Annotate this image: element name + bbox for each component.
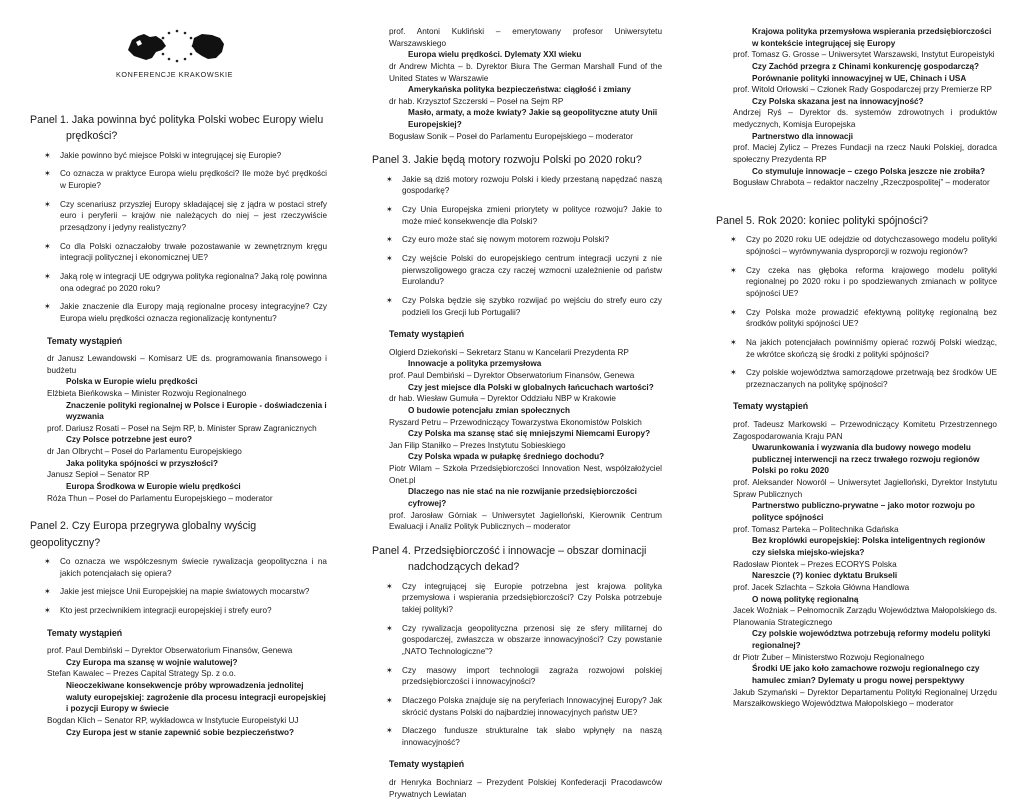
panel5-questions	[716, 234, 997, 390]
talk-title: Jaka polityka spójności w przyszłości?	[66, 458, 218, 468]
talk-title: Środki UE jako koło zamachowe rozwoju regionalnego czy hamulec zmian? Dylematy u progu nowej perspektywy	[752, 664, 980, 685]
speaker: Ryszard Petru – Przewodniczący Towarzystwa Ekonomistów Polskich	[389, 417, 642, 427]
star-bullet-icon: ✶	[44, 606, 51, 616]
talk-title: O nową politykę regionalną	[752, 594, 859, 604]
panel2-title: Panel 2. Czy Europa przegrywa globalny wyścig geopolityczny?	[30, 520, 257, 549]
panel1-title-line2: prędkości?	[66, 130, 118, 143]
star-bullet-icon: ✶	[730, 307, 737, 317]
panel5-title: Panel 5. Rok 2020: koniec polityki spójności?	[716, 214, 928, 227]
panel4-title	[372, 543, 662, 576]
speaker: prof. Maciej Żylicz – Prezes Fundacji na rzecz Nauki Polskiej, doradca społeczny Prezydenta RP	[733, 143, 997, 165]
speaker: Janusz Sepioł – Senator RP	[47, 470, 150, 480]
panel5-topics-heading: Tematy wystąpień	[733, 401, 809, 412]
speaker: Elżbieta Bieńkowska – Minister Rozwoju Regionalnego	[47, 388, 247, 398]
speaker: prof. Paul Dembiński – Dyrektor Obserwatorium Finansów, Genewa	[389, 370, 635, 380]
talk-title: O budowie potencjału zmian społecznych	[408, 405, 570, 415]
star-bullet-icon: ✶	[44, 169, 51, 179]
column-middle	[372, 26, 662, 800]
talk-title: Czy Polska skazana jest na innowacyjność?	[752, 96, 924, 106]
speaker: prof. Tomasz G. Grosse – Uniwersytet Warszawski, Instytut Europeistyki	[733, 50, 995, 60]
question-item: ✶ Co oznacza w praktyce Europa wielu prędkości? Ile może być prędkości w Europie?	[44, 169, 327, 191]
question-item: ✶ Czy integrującej się Europie potrzebna jest krajowa polityka przemysłowa i wspierania przedsiębiorczości? Czy Polska potrzebuje takiej polityki?	[386, 581, 662, 615]
column-right	[716, 26, 997, 710]
panel4-topics-heading: Tematy wystąpień	[389, 759, 465, 770]
talk-title: Czy Zachód przegra z Chinami konkurencję gospodarczą? Porównanie polityki innowacyjnej w UE, Chinach i USA	[752, 61, 980, 83]
talk-title: Co stymuluje innowacje – czego Polska jeszcze nie zrobiła?	[752, 166, 985, 176]
talk-title: Uwarunkowania i wyzwania dla budowy nowego modelu publicznej interwencji na rzecz trwałego rozwoju regionów Polski po roku 2020	[752, 443, 980, 476]
speaker: Bogdan Klich – Senator RP, wykładowca w Instytucie Europeistyki UJ	[47, 716, 299, 726]
question-item: ✶ Czy polskie województwa samorządowe przetrwają bez środków UE przeznaczanych na politykę spójności?	[730, 368, 997, 389]
panel3-topics-heading: Tematy wystąpień	[389, 329, 465, 340]
question-item: ✶ Czy Unia Europejska zmieni priorytety w polityce rozwoju? Jakie to może mieć konsekwencje dla Polski?	[386, 205, 662, 226]
question-item: ✶ Kto jest przeciwnikiem integracji europejskiej i strefy euro?	[44, 606, 272, 616]
speaker: Piotr Wilam – Szkoła Przedsiębiorczości Innovation Nest, współzałożyciel Onet.pl	[389, 464, 662, 485]
speaker: prof. Witold Orłowski – Członek Rady Gospodarczej przy Premierze RP	[733, 85, 992, 95]
star-bullet-icon: ✶	[386, 235, 393, 245]
talk-title: Innowacje a polityka przemysłowa	[408, 359, 542, 369]
star-bullet-icon: ✶	[386, 726, 393, 736]
star-bullet-icon: ✶	[730, 235, 737, 245]
speaker: Radosław Piontek – Prezes ECORYS Polska	[733, 559, 897, 569]
talk-title: Krajowa polityka przemysłowa wspierania przedsiębiorczości w kontekście integrującej się Europy	[752, 27, 992, 48]
question-item: ✶ Czy wejście Polski do europejskiego centrum integracji uczyni z nie pierwszoligowego gracza czy raczej wzmocni uzależnienie od państw Eurolandu?	[386, 254, 662, 287]
speaker: dr Janusz Lewandowski – Komisarz UE ds. programowania finansowego i budżetu	[47, 353, 327, 375]
talk-title: Partnerstwo publiczno-prywatne – jako motor rozwoju po polityce spójności	[752, 501, 975, 523]
star-bullet-icon: ✶	[44, 150, 51, 160]
moderator: Bogusław Chrabota – redaktor naczelny „Rzeczpospolitej” – moderator	[733, 178, 990, 188]
talk-title: Czy Polska ma szansę stać się mniejszymi Niemcami Europy?	[408, 429, 651, 439]
talk-title: Dlaczego nas nie stać na nie rozwijanie przedsiębiorczości cyfrowej?	[408, 487, 637, 509]
talk-title: Czy Polska wpada w pułapkę średniego dochodu?	[408, 452, 605, 462]
speaker: dr Piotr Żuber – Ministerstwo Rozwoju Regionalnego	[733, 652, 925, 662]
talk-title: Partnerstwo dla innowacji	[752, 131, 854, 141]
talk-title: Czy polskie województwa potrzebują reformy modelu polityki regionalnej?	[752, 629, 991, 651]
speaker: prof. Tomasz Parteka – Politechnika Gdańska	[733, 524, 899, 534]
star-bullet-icon: ✶	[386, 695, 393, 705]
speaker: Olgierd Dziekoński – Sekretarz Stanu w Kancelarii Prezydenta RP	[389, 347, 629, 357]
question-item: ✶ Czy po 2020 roku UE odejdzie od dotychczasowego modelu polityki spójności – wyrównywania dysproporcji w rozwoju regionów?	[730, 235, 997, 257]
talk-title: Europa Środkowa w Europie wielu prędkości	[66, 482, 241, 492]
star-bullet-icon: ✶	[44, 557, 51, 567]
star-bullet-icon: ✶	[44, 199, 51, 209]
panel1-title-line1: Panel 1. Jaka powinna być polityka Polski wobec Europy wielu	[30, 114, 324, 126]
panel2-topics-heading: Tematy wystąpień	[47, 627, 123, 638]
speaker: prof. Aleksander Noworól – Uniwersytet Jagielloński, Dyrektor Instytutu Spraw Publicznych	[733, 478, 997, 499]
question-item: ✶ Jakie jest miejsce Unii Europejskiej na mapie światowych mocarstw?	[44, 587, 310, 597]
talk-title: Znaczenie polityki regionalnej w Polsce i Europie - doświadczenia i wyzwania	[66, 400, 327, 422]
speaker: prof. Tadeusz Markowski – Przewodniczący Komitetu Przestrzennego Zagospodarowania Kraju PAN	[733, 419, 997, 441]
speaker: prof. Dariusz Rosati – Poseł na Sejm RP, b. Minister Spraw Zagranicznych	[47, 423, 317, 433]
question-item: ✶ Czy masowy import technologii zagraża rozwojowi polskiej przedsiębiorczości i innowacyjności?	[386, 665, 662, 687]
question-item: ✶ Czy scenariusz przyszłej Europy składającej się z jądra w postaci strefy euro i peryferii – krajów nie należących do niej – jest rzeczywiście przesądzony i jedyny realistyczny?	[44, 199, 327, 233]
speaker: prof. Jacek Szlachta – Szkoła Główna Handlowa	[733, 582, 910, 592]
question-item: ✶ Co dla Polski oznaczałoby trwałe pozostawanie w zewnętrznym kręgu integracji politycznej i ekonomicznej UE?	[44, 241, 327, 263]
question-item: ✶ Co oznacza we współczesnym świecie rywalizacja geopolityczna i na jakich potencjałach się opiera?	[44, 557, 327, 578]
question-item: ✶ Na jakich potencjałach powinniśmy opierać rozwój Polski wiedząc, że wkrótce skończą się środki z polityki spójności?	[730, 337, 997, 359]
speaker: dr Henryka Bochniarz – Prezydent Polskiej Konfederacji Pracodawców Prywatnych Lewiatan	[389, 777, 662, 799]
star-bullet-icon: ✶	[386, 581, 393, 591]
talk-title: Amerykańska polityka bezpieczeństwa: ciągłość i zmiany	[408, 85, 631, 95]
column-left	[30, 28, 327, 738]
star-bullet-icon: ✶	[44, 241, 51, 251]
moderator: prof. Jarosław Górniak – Uniwersytet Jagielloński, Kierownik Centrum Ewaluacji i Analiz Polityk Publicznych – moderator	[389, 510, 662, 532]
question-item: ✶ Jakie powinno być miejsce Polski w integrującej się Europie?	[44, 150, 282, 160]
panel2-questions	[30, 556, 327, 617]
talk-title: Nieoczekiwane konsekwencje próby wprowadzenia jednolitej waluty europejskiej: zagrożenie dla procesu integracji europejskiej i pozycji Europy w świecie	[66, 681, 326, 714]
question-item: ✶ Jaką rolę w integracji UE odgrywa polityka regionalna? Jaką rolę powinna ona odegrać po 2020 roku?	[44, 271, 327, 293]
star-bullet-icon: ✶	[730, 337, 737, 347]
moderator: Róża Thun – Poseł do Parlamentu Europejskiego – moderator	[47, 493, 273, 503]
talk-title: Nareszcie (?) koniec dyktatu Brukseli	[752, 571, 898, 581]
panel3-title: Panel 3. Jakie będą motory rozwoju Polski po 2020 roku?	[372, 154, 642, 167]
talk-title: Czy Europa ma szansę w wojnie walutowej?	[66, 657, 238, 667]
talk-title: Polska w Europie wielu prędkości	[66, 377, 198, 387]
panel1-questions	[30, 150, 327, 325]
talk-title: Czy Polsce potrzebne jest euro?	[66, 435, 193, 445]
star-bullet-icon: ✶	[44, 271, 51, 281]
star-bullet-icon: ✶	[730, 368, 737, 378]
question-item: ✶ Czy Polska będzie się szybko rozwijać po wejściu do strefy euro czy podzieli los Grecji lub Portugalii?	[386, 295, 662, 317]
question-item: ✶ Czy euro może stać się nowym motorem rozwoju Polski?	[386, 235, 610, 245]
speaker: dr hab. Krzysztof Szczerski – Poseł na Sejm RP	[389, 96, 564, 106]
speaker: Andrzej Ryś – Dyrektor ds. systemów zdrowotnych i produktów medycznych, Komisja Europejska	[733, 108, 997, 130]
speaker: Stefan Kawalec – Prezes Capital Strategy Sp. z o.o.	[47, 669, 236, 679]
speaker: Jacek Woźniak – Pełnomocnik Zarządu Województwa Małopolskiego ds. Planowania Strategicznego	[733, 606, 997, 627]
question-item: ✶ Jakie są dziś motory rozwoju Polski i kiedy przestaną napędzać naszą gospodarkę?	[386, 174, 662, 196]
question-item: ✶ Dlaczego fundusze strukturalne tak słabo wpłynęły na naszą innowacyjność?	[386, 726, 662, 747]
star-bullet-icon: ✶	[44, 302, 51, 312]
star-bullet-icon: ✶	[386, 665, 393, 675]
panel4-title-line1: Panel 4. Przedsiębiorczość i innowacje – obszar dominacji	[372, 544, 647, 557]
panel3-questions	[372, 174, 662, 318]
panel1-topics-heading: Tematy wystąpień	[47, 335, 123, 346]
moderator: Jakub Szymański – Dyrektor Departamentu Polityki Regionalnej Urzędu Marszałkowskiego Województwa Małopolskiego – moderator	[733, 687, 997, 709]
panel4-title-line2: nadchodzących dekad?	[408, 561, 520, 574]
talk-title: Bez kroplówki europejskiej: Polska inteligentnych regionów czy sielska miejsko-wiejska?	[752, 536, 985, 557]
europe-map-stars-icon	[122, 28, 232, 68]
question-item: ✶ Czy czeka nas głęboka reforma krajowego modelu polityki regionalnej po 2020 roku i po spodziewanych zmianach w polityce spójności UE?	[730, 265, 997, 298]
star-bullet-icon: ✶	[386, 295, 393, 305]
panel4-questions	[372, 581, 662, 749]
speaker: dr hab. Wiesław Gumuła – Dyrektor Oddziału NBP w Krakowie	[389, 394, 616, 404]
speaker: prof. Antoni Kukliński – emerytowany profesor Uniwersytetu Warszawskiego	[389, 27, 662, 48]
star-bullet-icon: ✶	[730, 265, 737, 275]
question-item: ✶ Jakie znaczenie dla Europy mają regionalne procesy integracyjne? Czy Europa wielu prędkości oznacza regionalizację kontynentu?	[44, 302, 327, 323]
talk-title: Masło, armaty, a może kwiaty? Jakie są geopolityczne atuty Unii Europejskiej?	[408, 108, 658, 130]
star-bullet-icon: ✶	[386, 254, 393, 264]
talk-title: Europa wielu prędkości. Dylematy XXI wieku	[408, 50, 582, 60]
speaker: Jan Filip Staniłko – Prezes Instytutu Sobieskiego	[389, 440, 566, 450]
speaker: prof. Paul Dembiński – Dyrektor Obserwatorium Finansów, Genewa	[47, 646, 293, 656]
speaker: dr Jan Olbrycht – Poseł do Parlamentu Europejskiego	[47, 447, 242, 457]
question-item: ✶ Dlaczego Polska znajduje się na peryferiach Innowacyjnej Europy? Jak skrócić dystans Polski do najbardziej innowacyjnych państw UE?	[386, 695, 662, 717]
star-bullet-icon: ✶	[386, 174, 393, 184]
talk-title: Czy jest miejsce dla Polski w globalnych łańcuchach wartości?	[408, 382, 654, 392]
star-bullet-icon: ✶	[386, 205, 393, 215]
star-bullet-icon: ✶	[386, 623, 393, 633]
talk-title: Czy Europa jest w stanie zapewnić sobie bezpieczeństwo?	[66, 727, 294, 737]
logo-text: KONFERENCJE KRAKOWSKIE	[116, 70, 234, 79]
star-bullet-icon: ✶	[44, 587, 51, 597]
conference-logo	[116, 28, 234, 102]
panel1-title	[30, 112, 327, 145]
question-item: ✶ Czy rywalizacja geopolityczna przenosi się ze sfery militarnej do gospodarczej, zwłaszcza w obszarze innowacyjności? Czy powstanie „NATO Technologiczne”?	[386, 623, 662, 656]
moderator: Bogusław Sonik – Poseł do Parlamentu Europejskiego – moderator	[389, 131, 633, 141]
speaker: dr Andrew Michta – b. Dyrektor Biura The German Marshall Fund of the United States w Warszawie	[389, 61, 662, 83]
question-item: ✶ Czy Polska może prowadzić efektywną politykę regionalną bez środków polityki spójności UE?	[730, 307, 997, 329]
